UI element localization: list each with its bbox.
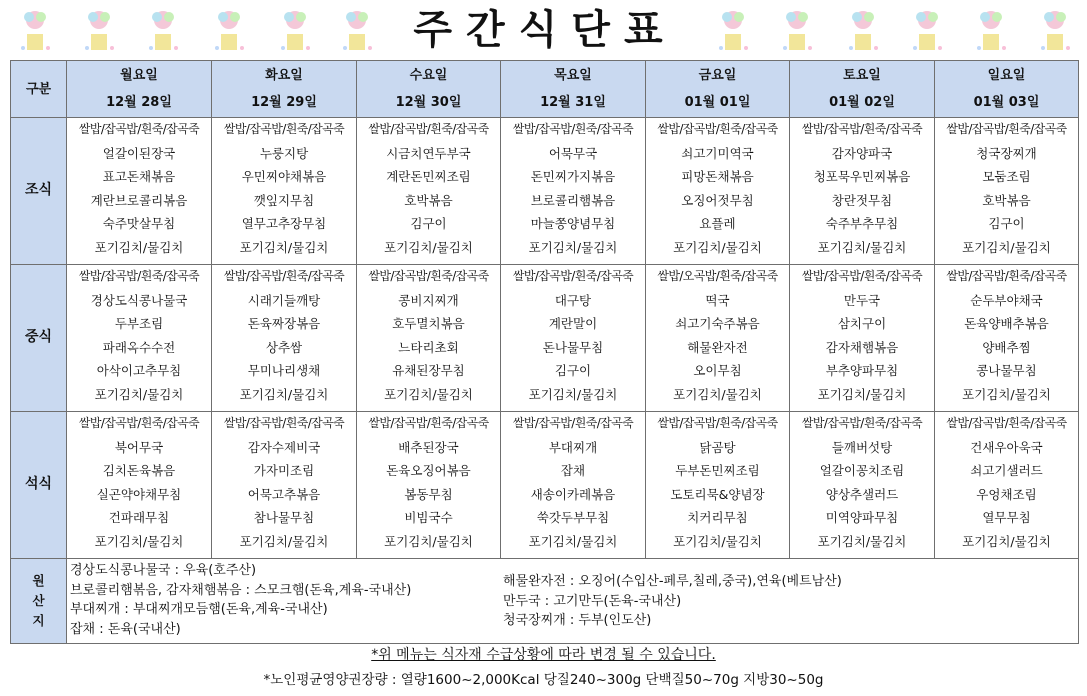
origin-label xyxy=(11,559,67,644)
menu-item: 누룽지탕 xyxy=(259,145,309,161)
menu-cell xyxy=(790,118,935,265)
menu-item: 쌀밥/잡곡밥/흰죽/잡곡죽 xyxy=(512,269,634,283)
origin-entry: 브로콜리햄볶음, 감자채햄볶음 : 스모크햄(돈육,계육-국내산) xyxy=(70,582,412,598)
menu-item: 포기김치/물김치 xyxy=(384,239,473,255)
menu-item: 콩비지찌개 xyxy=(398,292,459,308)
date-label: 12월 28일 xyxy=(106,95,172,110)
menu-item: 포기김치/물김치 xyxy=(673,386,762,402)
menu-item: 포기김치/물김치 xyxy=(384,533,473,549)
menu-item: 부추양파무침 xyxy=(825,363,899,378)
menu-item: 삼치구이 xyxy=(837,316,887,331)
menu-cell xyxy=(212,265,357,412)
menu-item: 얼갈이꽁치조림 xyxy=(819,463,905,478)
menu-item: 쌀밥/잡곡밥/흰죽/잡곡죽 xyxy=(657,416,778,430)
menu-item: 돈육양배추볶음 xyxy=(964,316,1049,331)
menu-item: 쌀밥/잡곡밥/흰죽/잡곡죽 xyxy=(223,122,345,136)
menu-cell xyxy=(646,265,790,412)
weekday-label: 수요일 xyxy=(409,68,448,83)
menu-item: 감자양파국 xyxy=(831,145,893,161)
menu-item: 쌀밥/잡곡밥/흰죽/잡곡죽 xyxy=(512,416,634,430)
origin-label-char: 원 xyxy=(32,573,45,588)
menu-cell xyxy=(212,412,357,559)
date-label: 01월 03일 xyxy=(973,95,1040,110)
menu-item: 쌀밥/잡곡밥/흰죽/잡곡죽 xyxy=(78,122,200,136)
menu-item: 표고돈채볶음 xyxy=(102,169,176,184)
menu-item: 포기김치/물김치 xyxy=(962,386,1051,402)
flower-pot-icon xyxy=(716,8,750,54)
menu-item: 두부조림 xyxy=(114,316,164,331)
date-label: 12월 29일 xyxy=(251,95,317,110)
weekday-label: 금요일 xyxy=(698,68,737,83)
menu-cell xyxy=(646,412,790,559)
menu-item: 경상도식콩나물국 xyxy=(90,292,188,308)
menu-item: 쇠고기미역국 xyxy=(681,145,754,161)
menu-item: 호두멸치볶음 xyxy=(392,316,465,331)
date-label: 01월 01일 xyxy=(684,95,751,110)
menu-item: 양상추샐러드 xyxy=(825,486,899,502)
menu-item: 계란브로콜리볶음 xyxy=(90,192,188,208)
menu-item: 우엉채조림 xyxy=(976,486,1037,502)
meal-row-lunch xyxy=(11,265,1079,412)
menu-cell xyxy=(501,118,646,265)
menu-item: 마늘쫑양념무침 xyxy=(530,216,616,231)
origin-entry: 해물완자전 : 오징어(수입산-페루,칠레,중국),연육(베트남산) xyxy=(503,574,842,589)
menu-item: 포기김치/물김치 xyxy=(817,533,907,549)
menu-cell xyxy=(935,118,1079,265)
menu-item: 김치돈육볶음 xyxy=(102,463,176,478)
menu-item: 콩나물무침 xyxy=(976,363,1037,378)
menu-item: 쌀밥/잡곡밥/흰죽/잡곡죽 xyxy=(657,122,778,136)
menu-item: 청국장찌개 xyxy=(976,145,1037,161)
menu-item: 미역양파무침 xyxy=(825,510,899,525)
menu-item: 쌀밥/잡곡밥/흰죽/잡곡죽 xyxy=(78,416,200,430)
day-header xyxy=(501,61,646,118)
origin-entry: 잡채 : 돈육(국내산) xyxy=(70,621,181,637)
menu-item: 배추된장국 xyxy=(398,439,459,455)
menu-item: 쌀밥/잡곡밥/흰죽/잡곡죽 xyxy=(801,269,923,283)
day-header xyxy=(646,61,790,118)
day-header xyxy=(357,61,501,118)
menu-item: 쑥갓두부무침 xyxy=(536,510,610,525)
menu-item: 참나물무침 xyxy=(253,510,315,525)
menu-cell xyxy=(646,118,790,265)
menu-item: 쌀밥/잡곡밥/흰죽/잡곡죽 xyxy=(223,269,345,283)
flower-pot-icon xyxy=(212,8,246,54)
day-header xyxy=(935,61,1079,118)
menu-item: 포기김치/물김치 xyxy=(94,386,184,402)
menu-item: 북어무국 xyxy=(114,439,164,455)
menu-item: 봄동무침 xyxy=(404,486,453,502)
meal-label: 석식 xyxy=(11,412,67,559)
weekday-label: 월요일 xyxy=(120,68,158,83)
menu-item: 도토리묵&양념장 xyxy=(670,486,765,502)
menu-item: 숙주부추무침 xyxy=(825,216,899,231)
menu-item: 잡채 xyxy=(560,463,586,478)
menu-item: 떡국 xyxy=(705,292,730,308)
origin-label-char: 산 xyxy=(32,593,45,608)
day-header xyxy=(790,61,935,118)
origin-entry: 청국장찌개 : 두부(인도산) xyxy=(503,613,652,628)
flower-pot-icon xyxy=(278,8,312,54)
menu-cell xyxy=(67,265,212,412)
menu-item: 어묵고추볶음 xyxy=(247,486,321,502)
origin-entry: 부대찌개 : 부대찌개모듬햄(돈육,계육-국내산) xyxy=(70,602,328,617)
menu-item: 포기김치/물김치 xyxy=(239,239,329,255)
menu-item: 오이무침 xyxy=(693,363,742,378)
menu-item: 부대찌개 xyxy=(548,439,598,455)
menu-item: 아삭이고추무침 xyxy=(96,363,182,378)
menu-item: 포기김치/물김치 xyxy=(528,386,618,402)
menu-item: 쌀밥/잡곡밥/흰죽/잡곡죽 xyxy=(946,122,1067,136)
menu-item: 포기김치/물김치 xyxy=(962,533,1051,549)
menu-item: 들깨버섯탕 xyxy=(831,439,893,455)
weekday-label: 목요일 xyxy=(554,68,592,83)
meal-label: 조식 xyxy=(11,118,67,265)
meal-label: 중식 xyxy=(11,265,67,412)
menu-item: 닭곰탕 xyxy=(699,439,736,455)
menu-item: 포기김치/물김치 xyxy=(817,386,907,402)
weekday-label: 화요일 xyxy=(265,68,303,83)
flower-pot-icon xyxy=(340,8,374,54)
day-header-row xyxy=(11,61,1079,118)
flower-pot-icon xyxy=(910,8,944,54)
menu-cell xyxy=(935,265,1079,412)
menu-item: 느타리초회 xyxy=(398,339,459,355)
menu-item: 호박볶음 xyxy=(404,192,453,208)
flower-pot-icon xyxy=(846,8,880,54)
flower-pot-icon xyxy=(146,8,180,54)
origin-label-char: 지 xyxy=(32,613,45,628)
menu-item: 계란돈민찌조림 xyxy=(386,169,471,184)
menu-item: 상추쌈 xyxy=(265,339,303,355)
menu-item: 브로콜리햄볶음 xyxy=(530,192,616,208)
menu-item: 건새우아욱국 xyxy=(970,439,1043,455)
menu-item: 포기김치/물김치 xyxy=(673,533,762,549)
menu-item: 쌀밥/잡곡밥/흰죽/잡곡죽 xyxy=(801,122,923,136)
menu-item: 쌀밥/잡곡밥/흰죽/잡곡죽 xyxy=(368,269,489,283)
nutrition-text: *노인평균영양권장량 : 열량1600~2,000Kcal 당질240~300g 단백질50~70g 지방30~50g xyxy=(263,672,824,688)
menu-cell xyxy=(790,412,935,559)
menu-item: 양배추찜 xyxy=(982,339,1031,355)
flower-pot-icon xyxy=(1038,8,1072,54)
menu-item: 계란말이 xyxy=(548,316,598,331)
weekday-label: 토요일 xyxy=(843,68,881,83)
menu-item: 쌀밥/잡곡밥/흰죽/잡곡죽 xyxy=(946,416,1067,430)
menu-item: 쌀밥/잡곡밥/흰죽/잡곡죽 xyxy=(946,269,1067,283)
menu-cell xyxy=(357,118,501,265)
menu-item: 호박볶음 xyxy=(982,192,1031,208)
menu-item: 치커리무침 xyxy=(687,510,748,525)
meal-row-breakfast xyxy=(11,118,1079,265)
menu-item: 쌀밥/잡곡밥/흰죽/잡곡죽 xyxy=(368,416,489,430)
flower-pot-icon xyxy=(82,8,116,54)
menu-item: 김구이 xyxy=(410,216,447,231)
menu-item: 쇠고기샐러드 xyxy=(970,463,1043,478)
menu-item: 오징어젓무침 xyxy=(681,192,754,208)
menu-item: 청포묵우민찌볶음 xyxy=(813,169,911,184)
menu-item: 두부돈민찌조림 xyxy=(675,463,760,478)
origin-details xyxy=(67,559,1079,644)
menu-item: 해물완자전 xyxy=(687,339,748,355)
menu-item: 무미나리생채 xyxy=(247,363,321,378)
menu-item: 돈육오징어볶음 xyxy=(386,463,471,478)
menu-cell xyxy=(357,412,501,559)
notice-text: *위 메뉴는 식자재 수급상황에 따라 변경 될 수 있습니다. xyxy=(371,647,716,663)
menu-item: 포기김치/물김치 xyxy=(528,239,618,255)
menu-item: 포기김치/물김치 xyxy=(673,239,762,255)
menu-cell xyxy=(935,412,1079,559)
menu-item: 쌀밥/잡곡밥/흰죽/잡곡죽 xyxy=(512,122,634,136)
page-header xyxy=(0,0,1087,60)
origin-row xyxy=(11,559,1079,644)
menu-item: 포기김치/물김치 xyxy=(94,239,184,255)
menu-item: 쌀밥/잡곡밥/흰죽/잡곡죽 xyxy=(78,269,200,283)
menu-item: 파래옥수수전 xyxy=(102,339,176,355)
menu-item: 돈육짜장볶음 xyxy=(247,316,321,331)
date-label: 01월 02일 xyxy=(829,95,895,110)
page-title: 주간식단표 xyxy=(413,7,677,53)
menu-item: 포기김치/물김치 xyxy=(239,386,329,402)
menu-item: 깻잎지무침 xyxy=(253,192,315,208)
menu-item: 쌀밥/잡곡밥/흰죽/잡곡죽 xyxy=(368,122,489,136)
menu-cell xyxy=(67,118,212,265)
flower-pot-icon xyxy=(18,8,52,54)
day-header xyxy=(67,61,212,118)
menu-cell xyxy=(501,265,646,412)
menu-item: 피망돈채볶음 xyxy=(681,169,754,184)
day-header xyxy=(212,61,357,118)
menu-item: 포기김치/물김치 xyxy=(239,533,329,549)
menu-item: 대구탕 xyxy=(554,292,592,308)
menu-item: 얼갈이된장국 xyxy=(102,145,176,161)
menu-item: 쌀밥/잡곡밥/흰죽/잡곡죽 xyxy=(223,416,345,430)
origin-entry: 경상도식콩나물국 : 우육(호주산) xyxy=(70,563,257,578)
menu-item: 새송이카레볶음 xyxy=(530,486,616,502)
menu-cell xyxy=(67,412,212,559)
menu-item: 비빔국수 xyxy=(404,510,453,525)
menu-item: 요플레 xyxy=(699,216,736,231)
meal-row-dinner xyxy=(11,412,1079,559)
menu-item: 우민찌야채볶음 xyxy=(241,169,327,184)
date-label: 12월 30일 xyxy=(395,95,462,110)
menu-item: 실곤약야채무침 xyxy=(96,486,182,502)
menu-item: 숙주맛살무침 xyxy=(102,216,176,231)
date-label: 12월 31일 xyxy=(540,95,606,110)
menu-item: 열무무침 xyxy=(982,510,1031,525)
menu-item: 쇠고기숙주볶음 xyxy=(675,316,760,331)
flower-pot-icon xyxy=(974,8,1008,54)
weekday-label: 일요일 xyxy=(987,68,1026,83)
menu-item: 감자수제비국 xyxy=(247,439,321,455)
menu-item: 모둠조림 xyxy=(982,169,1031,184)
menu-item: 감자채햄볶음 xyxy=(825,339,899,355)
menu-cell xyxy=(501,412,646,559)
menu-item: 김구이 xyxy=(554,363,592,378)
menu-cell xyxy=(790,265,935,412)
menu-item: 포기김치/물김치 xyxy=(528,533,618,549)
menu-item: 시금치연두부국 xyxy=(386,145,471,161)
menu-item: 포기김치/물김치 xyxy=(94,533,184,549)
menu-item: 가자미조림 xyxy=(253,463,315,478)
menu-item: 창란젓무침 xyxy=(831,192,893,208)
weekly-menu-table xyxy=(10,60,1079,644)
menu-item: 어묵무국 xyxy=(548,145,598,161)
menu-item: 김구이 xyxy=(988,216,1025,231)
menu-item: 만두국 xyxy=(843,292,881,308)
menu-item: 포기김치/물김치 xyxy=(384,386,473,402)
menu-item: 쌀밥/오곡밥/흰죽/잡곡죽 xyxy=(657,269,778,283)
flower-pot-icon xyxy=(780,8,814,54)
origin-entry: 만두국 : 고기만두(돈육-국내산) xyxy=(503,593,682,609)
menu-item: 시래기들깨탕 xyxy=(247,292,321,308)
origin-list-left xyxy=(70,561,411,639)
menu-item: 열무고추장무침 xyxy=(241,216,327,231)
origin-list-right xyxy=(503,572,842,631)
menu-item: 포기김치/물김치 xyxy=(817,239,907,255)
menu-item: 돈나물무침 xyxy=(542,339,604,355)
menu-item: 쌀밥/잡곡밥/흰죽/잡곡죽 xyxy=(801,416,923,430)
category-header: 구분 xyxy=(11,61,67,118)
menu-cell xyxy=(212,118,357,265)
menu-item: 건파래무침 xyxy=(108,510,170,525)
menu-item: 돈민찌가지볶음 xyxy=(530,169,616,184)
menu-item: 유채된장무침 xyxy=(392,363,465,378)
menu-cell xyxy=(357,265,501,412)
menu-item: 순두부야채국 xyxy=(970,292,1043,308)
menu-item: 포기김치/물김치 xyxy=(962,239,1051,255)
